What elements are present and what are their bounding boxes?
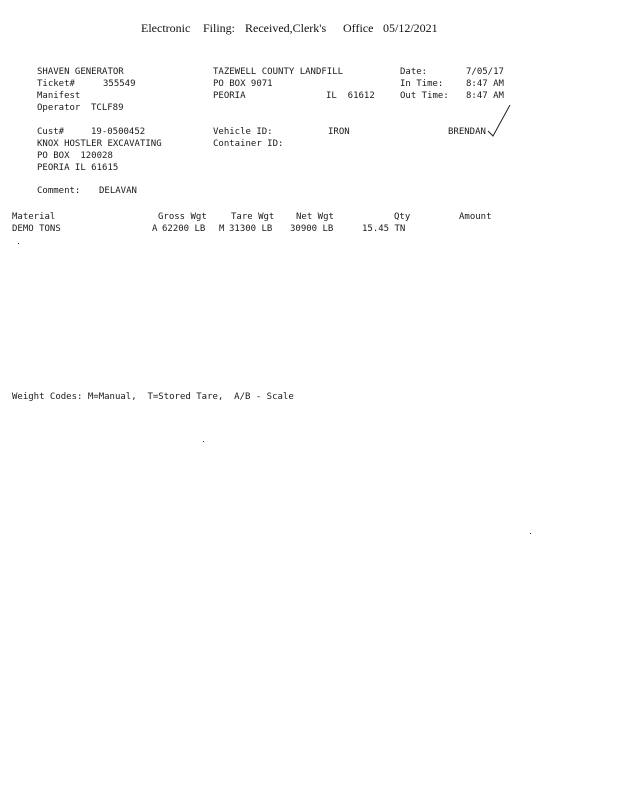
row-tare-code: M bbox=[219, 224, 225, 234]
cust-label: Cust# bbox=[37, 127, 65, 137]
col-header-tare: Tare Wgt bbox=[231, 212, 275, 222]
row-gross-code: A bbox=[152, 224, 158, 234]
col-header-material: Material bbox=[12, 212, 56, 222]
in-time-label: In Time: bbox=[400, 79, 444, 89]
col-header-amount: Amount bbox=[459, 212, 492, 222]
container-label: Container ID: bbox=[213, 139, 284, 149]
ticket-label: Ticket# bbox=[37, 79, 75, 89]
facility-po: PO BOX 9071 bbox=[213, 79, 273, 89]
weight-codes-note: Weight Codes: M=Manual, T=Stored Tare, A/B - Scale bbox=[12, 392, 294, 402]
operator-value: TCLF89 bbox=[91, 103, 124, 113]
ticket-number: 355549 bbox=[103, 79, 136, 89]
cust-number: 19-0500452 bbox=[91, 127, 146, 137]
row-tare: 31300 LB bbox=[229, 224, 273, 234]
col-header-qty: Qty bbox=[394, 212, 411, 222]
in-time-value: 8:47 AM bbox=[466, 79, 504, 89]
row-qty: 15.45 TN bbox=[362, 224, 406, 234]
date-label: Date: bbox=[400, 67, 428, 77]
customer-name: KNOX HOSTLER EXCAVATING bbox=[37, 139, 162, 149]
scan-speck bbox=[530, 533, 531, 534]
row-material: DEMO TONS bbox=[12, 224, 61, 234]
col-header-net: Net Wgt bbox=[296, 212, 334, 222]
customer-po: PO BOX 120028 bbox=[37, 151, 113, 161]
col-header-gross: Gross Wgt bbox=[158, 212, 207, 222]
signature-name: BRENDAN bbox=[448, 127, 486, 137]
header-date: 05/12/2021 bbox=[383, 21, 438, 35]
scan-speck bbox=[203, 441, 204, 442]
header-received: Received,Clerk's bbox=[245, 21, 327, 35]
header-filing: Filing: bbox=[203, 21, 236, 35]
row-net: 30900 LB bbox=[290, 224, 334, 234]
scan-speck bbox=[18, 243, 19, 244]
operator-label: Operator bbox=[37, 103, 81, 113]
facility-state-zip: IL 61612 bbox=[326, 91, 375, 101]
vehicle-id: IRON bbox=[328, 127, 350, 137]
facility-city: PEORIA bbox=[213, 91, 246, 101]
signature-mark-icon bbox=[486, 103, 516, 143]
header-electronic: Electronic bbox=[141, 21, 191, 35]
header-office: Office bbox=[343, 21, 374, 35]
vehicle-label: Vehicle ID: bbox=[213, 127, 273, 137]
date-value: 7/05/17 bbox=[466, 67, 504, 77]
generator-label: SHAVEN GENERATOR bbox=[37, 67, 124, 77]
customer-city: PEORIA IL 61615 bbox=[37, 163, 119, 173]
out-time-label: Out Time: bbox=[400, 91, 449, 101]
row-gross: 62200 LB bbox=[162, 224, 206, 234]
comment-label: Comment: bbox=[37, 186, 81, 196]
comment-value: DELAVAN bbox=[99, 186, 137, 196]
manifest-label: Manifest bbox=[37, 91, 81, 101]
out-time-value: 8:47 AM bbox=[466, 91, 504, 101]
facility-name: TAZEWELL COUNTY LANDFILL bbox=[213, 67, 344, 77]
